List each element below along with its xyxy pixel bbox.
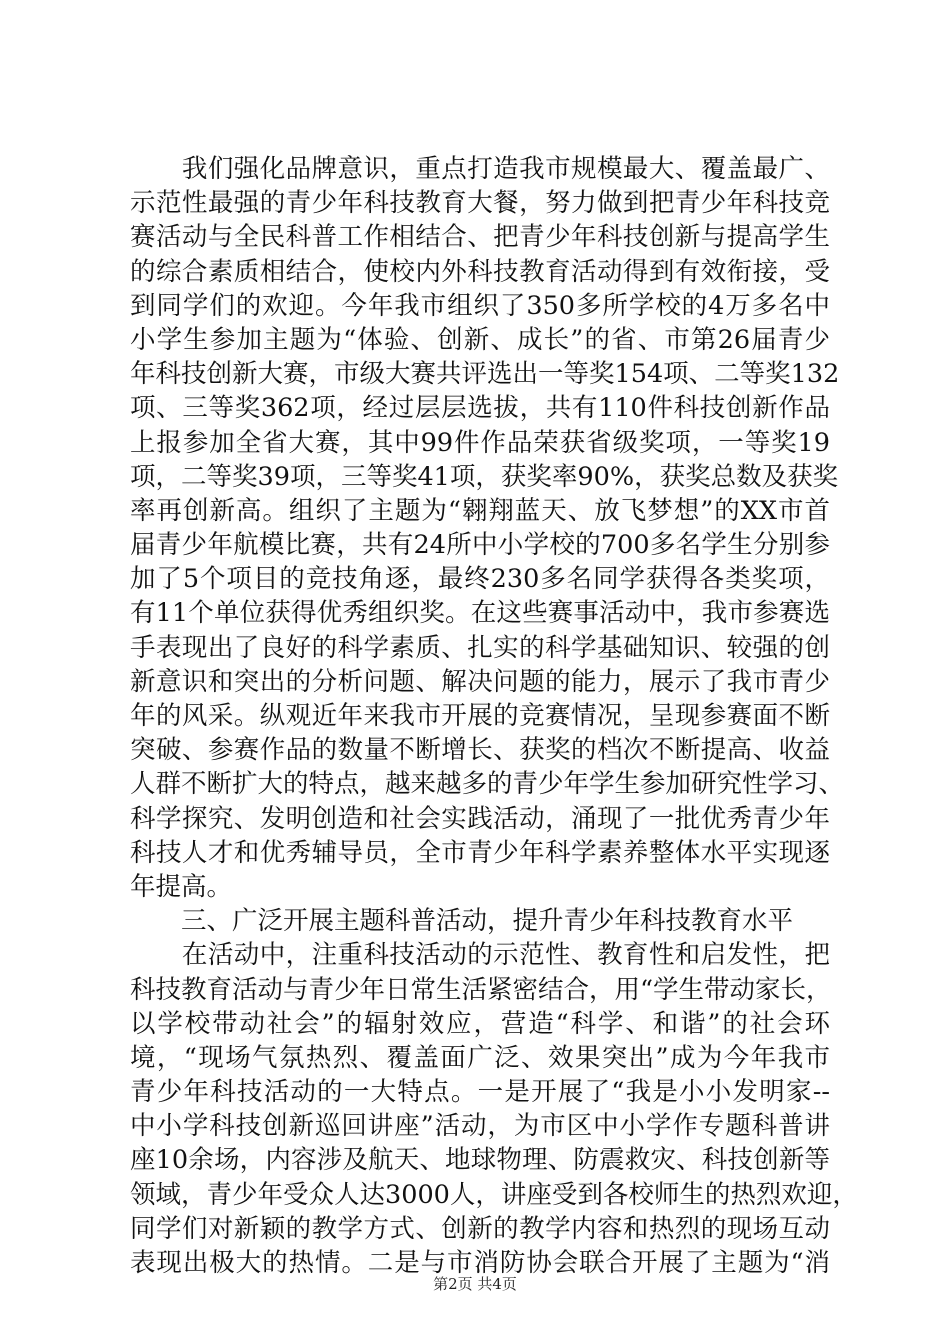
text-line: 小学生参加主题为“体验、创新、成长”的省、市第26届青少 <box>130 324 830 355</box>
text-line: 有11个单位获得优秀组织奖。在这些赛事活动中，我市参赛选 <box>130 598 830 629</box>
text-line: 青少年科技活动的一大特点。一是开展了“我是小小发明家-- <box>130 1077 830 1108</box>
text-line: 科学探究、发明创造和社会实践活动，涌现了一批优秀青少年 <box>130 803 830 834</box>
section-heading: 三、广泛开展主题科普活动，提升青少年科技教育水平 <box>130 906 794 937</box>
text-line: 境，“现场气氛热烈、覆盖面广泛、效果突出”成为今年我市 <box>130 1042 830 1073</box>
text-line: 领域，青少年受众人达3000人，讲座受到各校师生的热烈欢迎， <box>130 1179 858 1210</box>
text-line: 新意识和突出的分析问题、解决问题的能力，展示了我市青少 <box>130 666 830 697</box>
text-line: 年科技创新大赛，市级大赛共评选出一等奖154项、二等奖132 <box>130 359 840 390</box>
text-line: 示范性最强的青少年科技教育大餐，努力做到把青少年科技竞 <box>130 188 830 219</box>
text-line: 科技教育活动与青少年日常生活紧密结合，用“学生带动家长， <box>130 974 832 1005</box>
text-line: 以学校带动社会”的辐射效应，营造“科学、和谐”的社会环 <box>130 1008 830 1039</box>
text-line: 项、三等奖362项，经过层层选拔，共有110件科技创新作品 <box>130 393 830 424</box>
text-line: 表现出极大的热情。二是与市消防协会联合开展了主题为“消 <box>130 1248 830 1278</box>
text-line: 突破、参赛作品的数量不断增长、获奖的档次不断提高、收益 <box>130 735 830 766</box>
page-number-footer: 第2页 共4页 <box>433 1275 517 1293</box>
text-line: 届青少年航模比赛，共有24所中小学校的700多名学生分别参 <box>130 530 830 561</box>
text-line: 上报参加全省大赛，其中99件作品荣获省级奖项，一等奖19 <box>130 427 830 458</box>
text-line: 年提高。 <box>130 871 233 902</box>
text-line: 人群不断扩大的特点，越来越多的青少年学生参加研究性学习、 <box>130 769 845 800</box>
text-line: 我们强化品牌意识，重点打造我市规模最大、覆盖最广、 <box>130 154 830 184</box>
text-line: 在活动中，注重科技活动的示范性、教育性和启发性，把 <box>130 940 830 971</box>
body-text <box>130 152 858 1280</box>
text-line: 赛活动与全民科普工作相结合、把青少年科技创新与提高学生 <box>130 222 830 253</box>
text-line: 项，二等奖39项，三等奖41项，获奖率90%，获奖总数及获奖 <box>130 461 839 492</box>
text-line: 到同学们的欢迎。今年我市组织了350多所学校的4万多名中 <box>130 290 830 321</box>
text-line: 率再创新高。组织了主题为“翱翔蓝天、放飞梦想”的XX市首 <box>130 495 830 526</box>
text-line: 年的风采。纵观近年来我市开展的竞赛情况，呈现参赛面不断 <box>130 701 830 731</box>
text-line: 手表现出了良好的科学素质、扎实的科学基础知识、较强的创 <box>130 632 830 663</box>
text-line: 中小学科技创新巡回讲座”活动，为市区中小学作专题科普讲 <box>130 1111 830 1142</box>
text-line: 的综合素质相结合，使校内外科技教育活动得到有效衔接，受 <box>130 256 830 287</box>
text-line: 加了5个项目的竞技角逐，最终230多名同学获得各类奖项， <box>130 564 830 595</box>
text-line: 科技人才和优秀辅导员，全市青少年科学素养整体水平实现逐 <box>130 837 830 868</box>
text-line: 座10余场，内容涉及航天、地球物理、防震救灾、科技创新等 <box>130 1145 830 1176</box>
text-line: 同学们对新颖的教学方式、创新的教学内容和热烈的现场互动 <box>130 1213 830 1244</box>
